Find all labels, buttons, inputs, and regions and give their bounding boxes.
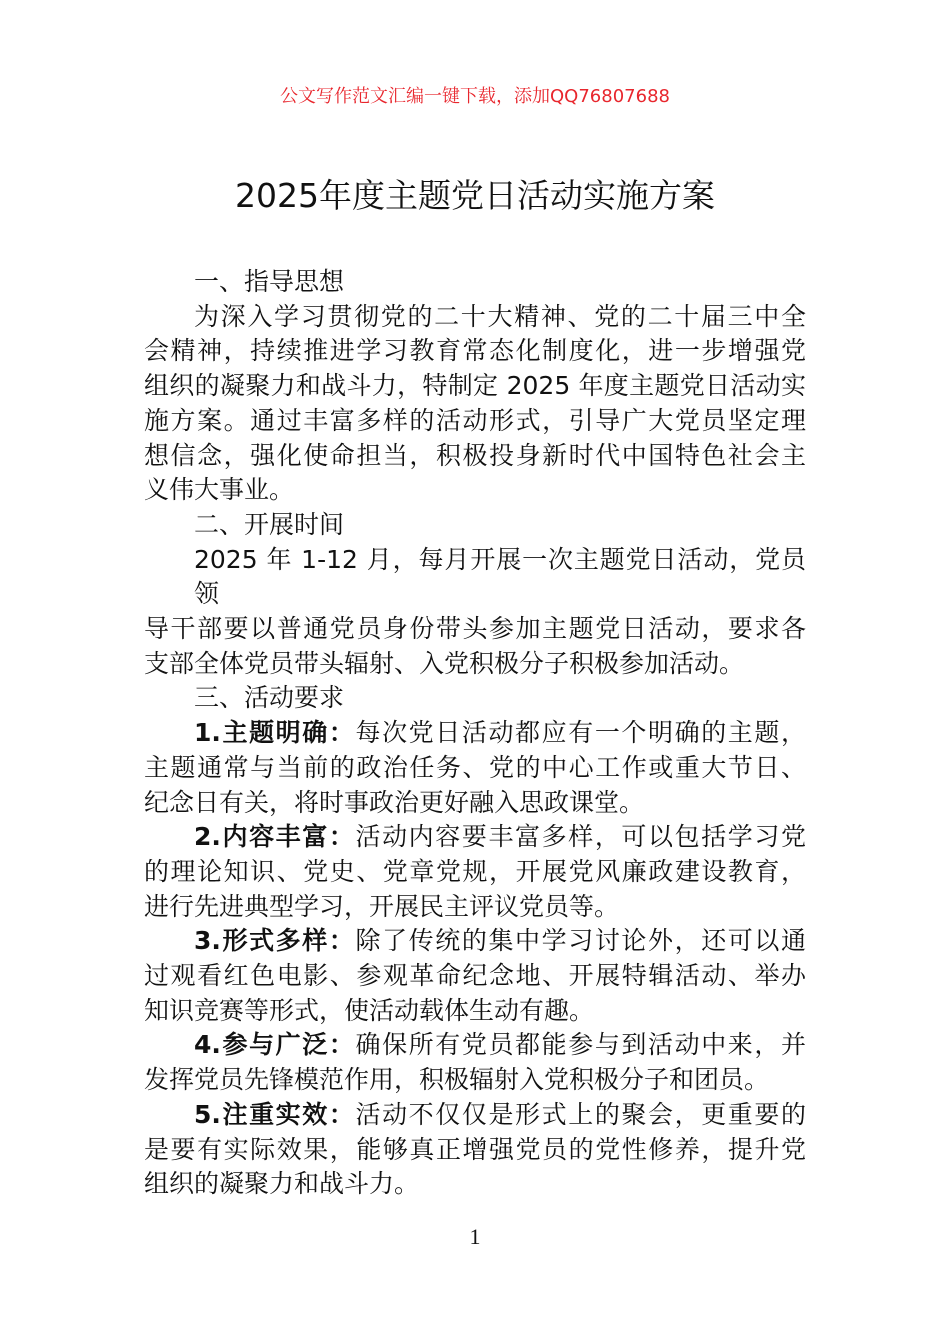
requirement-line: 纪念日有关，将时事政治更好融入思政课堂。 (144, 787, 645, 817)
paragraph-line: 导干部要以普通党员身份带头参加主题党日活动，要求各 (144, 614, 806, 644)
requirement-lead: 2.内容丰富： (194, 822, 356, 852)
requirement-line (144, 924, 806, 959)
requirement-line: 组织的凝聚力和战斗力。 (144, 1169, 420, 1199)
requirement-line (144, 1028, 806, 1063)
requirement-line: 进行先进典型学习，开展民主评议党员等。 (144, 891, 620, 921)
section-heading: 三、活动要求 (194, 683, 345, 713)
paragraph-line: 施方案。通过丰富多样的活动形式，引导广大党员坚定理 (144, 405, 806, 435)
requirement-text: 每次党日活动都应有一个明确的主题， (355, 718, 806, 748)
requirement-line: 过观看红色电影、参观革命纪念地、开展特辑活动、举办 (144, 961, 806, 991)
paragraph-line: 想信念，强化使命担当，积极投身新时代中国特色社会主 (144, 440, 806, 470)
requirement-lead: 5.注重实效： (194, 1099, 356, 1129)
requirement-lead: 3.形式多样： (194, 926, 356, 956)
requirement-line: 知识竞赛等形式，使活动载体生动有趣。 (144, 995, 595, 1025)
document-body (144, 265, 806, 1202)
requirement-line: 主题通常与当前的政治任务、党的中心工作或重大节日、 (144, 752, 806, 782)
section-heading: 二、开展时间 (194, 509, 345, 539)
section-heading: 一、指导思想 (194, 267, 345, 296)
requirement-text: 除了传统的集中学习讨论外，还可以通 (355, 926, 806, 956)
requirement-line: 是要有实际效果，能够真正增强党员的党性修养，提升党 (144, 1134, 806, 1164)
requirement-lead: 1.主题明确： (194, 718, 356, 748)
page-number: 1 (469, 1223, 481, 1249)
document-title: 2025年度主题党日活动实施方案 (235, 176, 715, 215)
paragraph-line: 义伟大事业。 (144, 475, 295, 505)
requirement-text: 活动内容要丰富多样，可以包括学习党 (355, 822, 806, 852)
requirement-line (144, 716, 806, 751)
requirement-line (144, 820, 806, 855)
requirement-line (144, 1098, 806, 1133)
paragraph-line: 会精神，持续推进学习教育常态化制度化，进一步增强党 (144, 336, 806, 366)
paragraph-line: 2025 年 1-12 月，每月开展一次主题党日活动，党员领 (194, 544, 806, 609)
requirement-text: 活动不仅仅是形式上的聚会，更重要的 (355, 1099, 806, 1129)
requirement-lead: 4.参与广泛： (194, 1030, 356, 1060)
paragraph-line: 支部全体党员带头辐射、入党积极分子积极参加活动。 (144, 648, 745, 678)
download-banner: 公文写作范文汇编一键下载，添加QQ76807688 (280, 86, 670, 107)
paragraph-line: 组织的凝聚力和战斗力，特制定 2025 年度主题党日活动实 (144, 371, 806, 401)
requirement-line: 的理论知识、党史、党章党规，开展党风廉政建设教育， (144, 856, 806, 886)
requirement-text: 确保所有党员都能参与到活动中来，并 (355, 1030, 806, 1060)
requirement-line: 发挥党员先锋模范作用，积极辐射入党积极分子和团员。 (144, 1065, 770, 1095)
paragraph-line: 为深入学习贯彻党的二十大精神、党的二十届三中全 (194, 301, 806, 331)
